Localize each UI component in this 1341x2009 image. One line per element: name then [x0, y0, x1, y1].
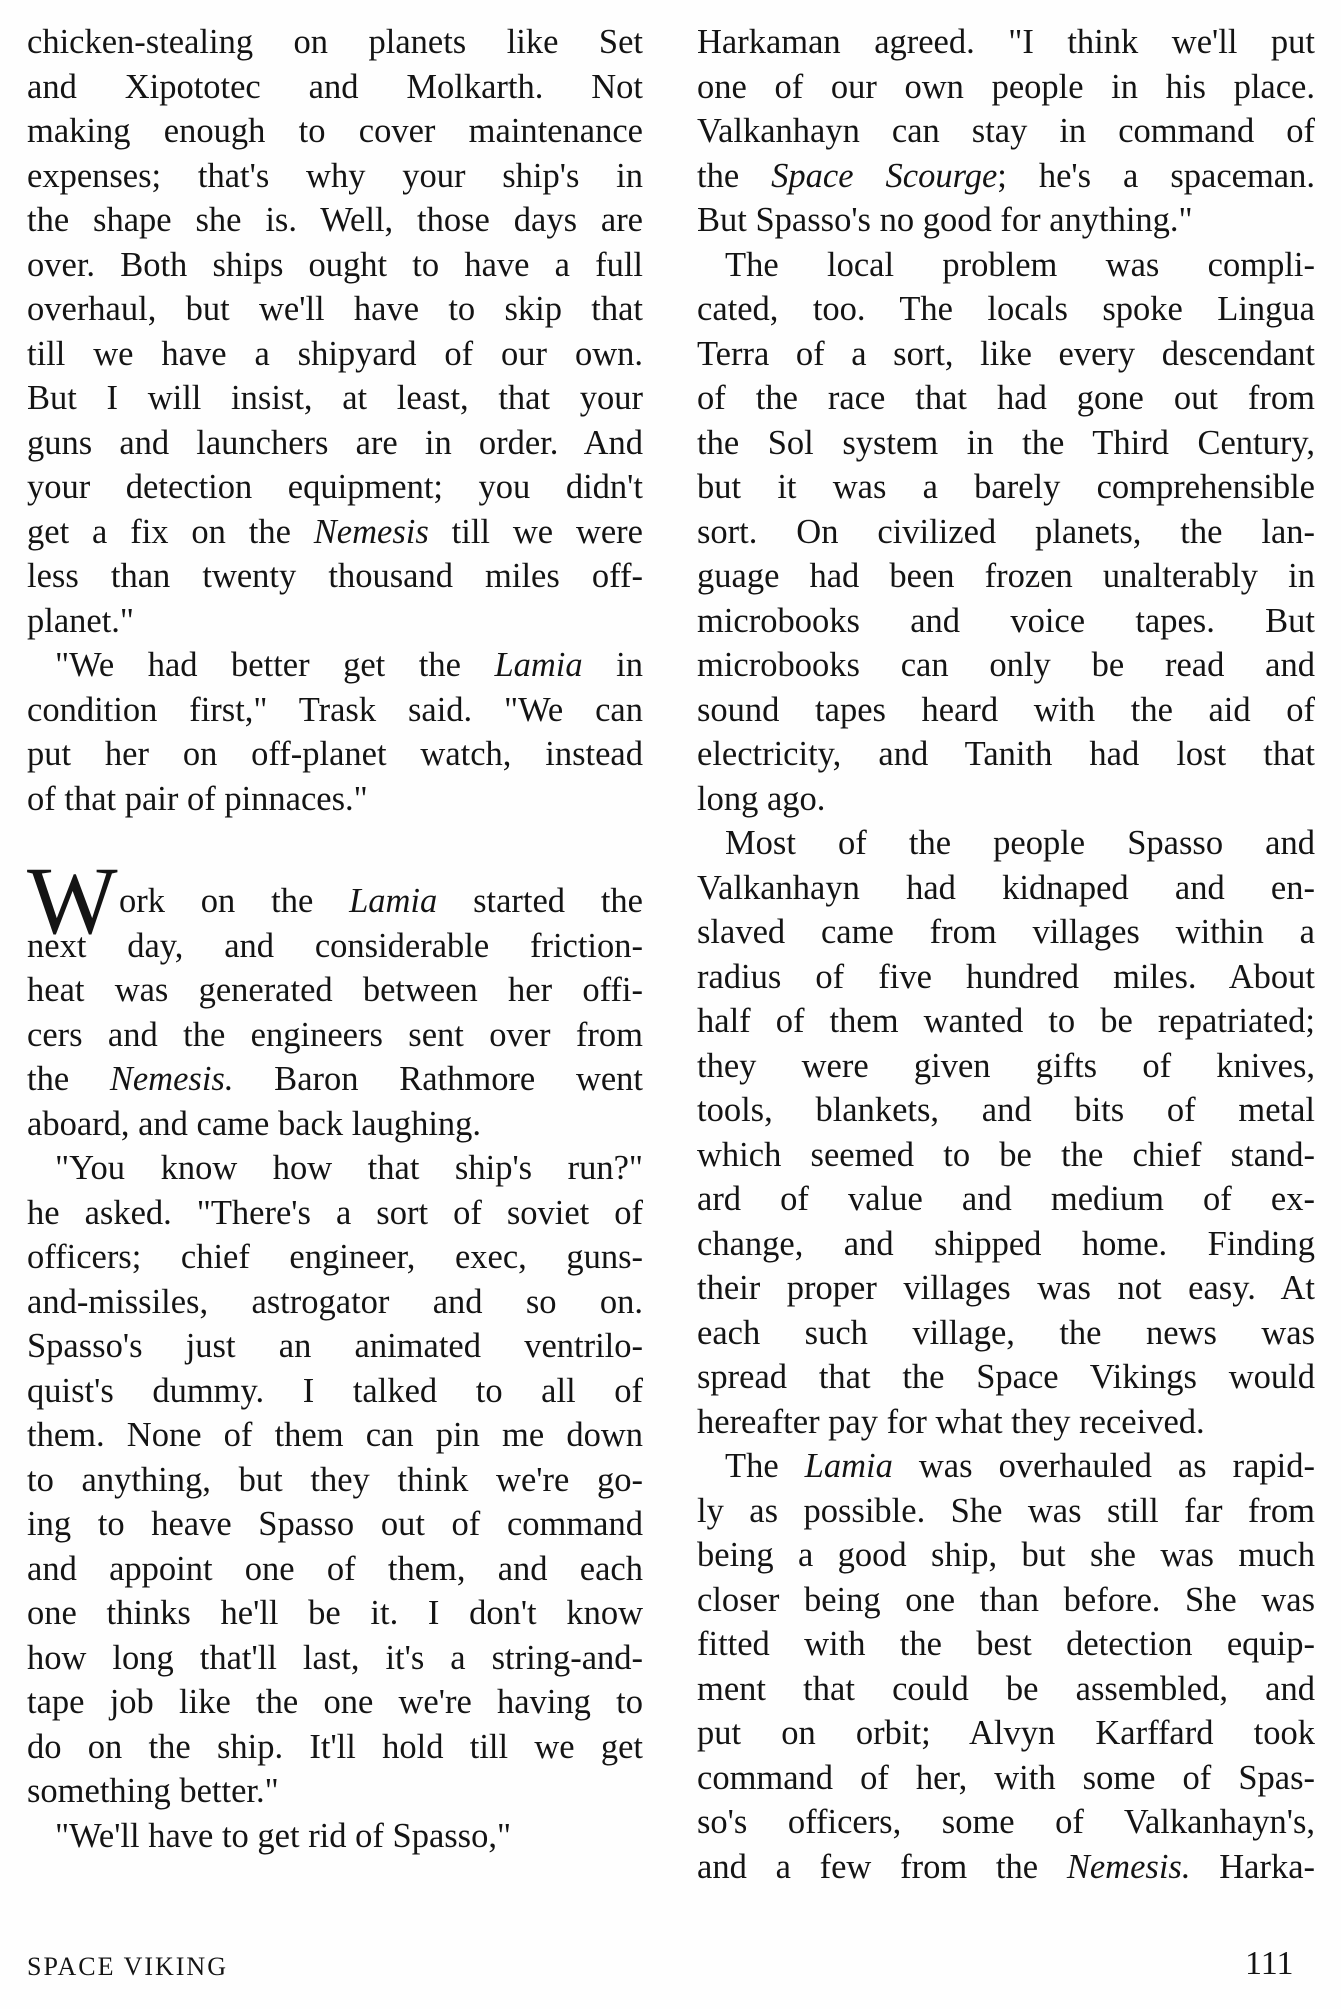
text-line: planet."	[27, 601, 135, 640]
text-line: command of her, with some of Spas-	[697, 1758, 1315, 1797]
text-line: one of our own people in his place.	[697, 67, 1315, 106]
text-line: overhaul, but we'll have to skip that	[27, 290, 643, 328]
text-line: less than twenty thousand miles off-	[27, 557, 643, 595]
text-line: Harkaman agreed. "I think we'll put	[697, 23, 1315, 61]
ship-name-italic: Lamia	[494, 646, 583, 684]
text-line: ard of value and medium of ex-	[697, 1180, 1315, 1218]
text-line: over. Both ships ought to have a full	[27, 245, 643, 284]
text-line: Most of the people Spasso and	[725, 824, 1315, 862]
text-line: spread that the Space Vikings would	[697, 1358, 1315, 1396]
text-line: which seemed to be the chief stand-	[697, 1135, 1315, 1174]
text-line: guage had been frozen unalterably in	[697, 557, 1315, 595]
text-line: your detection equipment; you didn't	[27, 468, 643, 506]
text-line: next day, and considerable friction-	[27, 926, 643, 965]
text-line: but it was a barely comprehensible	[697, 468, 1315, 506]
text-run: get a fix on the	[27, 512, 314, 551]
ship-name-italic: Space Scourge	[771, 156, 998, 195]
text-run: in	[582, 646, 643, 684]
ship-name-italic: Lamia	[804, 1447, 893, 1485]
text-line: hereafter pay for what they received.	[697, 1402, 1205, 1441]
drop-cap: W	[27, 847, 118, 954]
text-run: the	[27, 1060, 110, 1098]
text-line: closer being one than before. She was	[697, 1580, 1315, 1619]
text-line: "We'll have to get rid of Spasso,"	[55, 1816, 512, 1855]
text-line: cated, too. The locals spoke Lingua	[697, 290, 1315, 328]
ship-name-italic: Nemesis	[313, 512, 429, 551]
text-line: cers and the engineers sent over from	[27, 1015, 643, 1054]
ship-name-italic: Lamia	[349, 882, 438, 920]
text-run: "We had better get the	[55, 646, 495, 684]
text-line: But I will insist, at least, that your	[27, 379, 643, 417]
text-line: sound tapes heard with the aid of	[697, 690, 1315, 729]
text-line	[27, 510, 643, 555]
text-run: Baron Rathmore went	[233, 1060, 644, 1098]
text-line: them. None of them can pin me down	[27, 1416, 643, 1454]
text-run: till we were	[428, 512, 643, 551]
text-line	[697, 1444, 1315, 1489]
ship-name-italic: Nemesis.	[1066, 1847, 1191, 1886]
text-line: fitted with the best detection equip-	[697, 1625, 1315, 1663]
text-line: quist's dummy. I talked to all of	[27, 1371, 643, 1410]
text-line: one thinks he'll be it. I don't know	[27, 1594, 643, 1632]
text-line: ment that could be assembled, and	[697, 1669, 1315, 1708]
text-line: of that pair of pinnaces."	[27, 779, 368, 818]
text-line: something better."	[27, 1772, 279, 1810]
text-line: till we have a shipyard of our own.	[27, 334, 643, 373]
text-line: making enough to cover maintenance	[27, 112, 643, 150]
text-line: of the race that had gone out from	[697, 379, 1315, 417]
text-line: do on the ship. It'll hold till we get	[27, 1727, 643, 1766]
right-column	[697, 20, 1315, 1889]
text-line: guns and launchers are in order. And	[27, 423, 643, 462]
text-line: ly as possible. She was still far from	[697, 1491, 1315, 1530]
text-line: put her on off-planet watch, instead	[27, 735, 643, 773]
text-line: microbooks and voice tapes. But	[697, 601, 1315, 640]
text-line: the Sol system in the Third Century,	[697, 423, 1315, 462]
text-line: long ago.	[697, 779, 826, 818]
text-line: Spasso's just an animated ventrilo-	[27, 1327, 643, 1365]
text-line: tools, blankets, and bits of metal	[697, 1091, 1315, 1129]
text-line	[27, 1057, 643, 1102]
text-line: he asked. "There's a sort of soviet of	[27, 1193, 643, 1232]
text-line: aboard, and came back laughing.	[27, 1104, 482, 1143]
text-run: Harka-	[1190, 1847, 1315, 1886]
text-line: Valkanhayn can stay in command of	[697, 112, 1315, 150]
text-run: The	[725, 1447, 805, 1485]
text-line: chicken-stealing on planets like Set	[27, 23, 643, 61]
text-run: and a few from the	[697, 1847, 1067, 1886]
text-line	[27, 643, 643, 688]
text-line: each such village, the news was	[697, 1313, 1315, 1352]
page-number: 111	[1245, 1945, 1294, 1982]
text-line: But Spasso's no good for anything."	[697, 201, 1193, 239]
text-line: expenses; that's why your ship's in	[27, 156, 643, 195]
text-line: they were given gifts of knives,	[697, 1046, 1315, 1085]
text-run: the	[697, 156, 772, 195]
text-line: electricity, and Tanith had lost that	[697, 735, 1315, 773]
section-break	[27, 821, 643, 879]
text-line: put on orbit; Alvyn Karffard took	[697, 1714, 1315, 1752]
text-line: half of them wanted to be repatriated;	[697, 1002, 1315, 1040]
text-run: ork on the	[119, 882, 350, 920]
text-line: Terra of a sort, like every descendant	[697, 334, 1315, 373]
text-line: tape job like the one we're having to	[27, 1683, 643, 1721]
text-line: change, and shipped home. Finding	[697, 1224, 1315, 1263]
text-line: officers; chief engineer, exec, guns-	[27, 1238, 643, 1276]
text-line: being a good ship, but she was much	[697, 1536, 1315, 1574]
text-line: Valkanhayn had kidnaped and en-	[697, 868, 1315, 907]
text-line	[697, 1845, 1315, 1890]
text-line: slaved came from villages within a	[697, 913, 1315, 951]
text-line: microbooks can only be read and	[697, 646, 1315, 684]
text-line: "You know how that ship's run?"	[55, 1149, 643, 1187]
text-line: so's officers, some of Valkanhayn's,	[697, 1803, 1315, 1841]
text-run: was overhauled as rapid-	[892, 1447, 1316, 1485]
text-line: their proper villages was not easy. At	[697, 1269, 1315, 1307]
text-line: the shape she is. Well, those days are	[27, 201, 643, 239]
left-column	[27, 20, 643, 1858]
text-line: and appoint one of them, and each	[27, 1549, 643, 1588]
running-title: SPACE VIKING	[27, 1952, 228, 1981]
text-line: sort. On civilized planets, the lan-	[697, 512, 1315, 551]
text-run: ; he's a spaceman.	[997, 156, 1315, 195]
ship-name-italic: Nemesis.	[109, 1060, 234, 1098]
text-line: and-missiles, astrogator and so on.	[27, 1282, 643, 1321]
text-line: ing to heave Spasso out of command	[27, 1505, 643, 1543]
text-line: how long that'll last, it's a string-and-	[27, 1638, 643, 1677]
text-line: heat was generated between her offi-	[27, 971, 643, 1009]
text-run: started the	[437, 882, 643, 920]
text-line: to anything, but they think we're go-	[27, 1460, 643, 1499]
text-line: condition first," Trask said. "We can	[27, 690, 643, 729]
text-line	[697, 154, 1315, 199]
text-line: radius of five hundred miles. About	[697, 957, 1315, 996]
text-line: and Xipototec and Molkarth. Not	[27, 67, 643, 106]
text-line: The local problem was compli-	[725, 245, 1315, 284]
